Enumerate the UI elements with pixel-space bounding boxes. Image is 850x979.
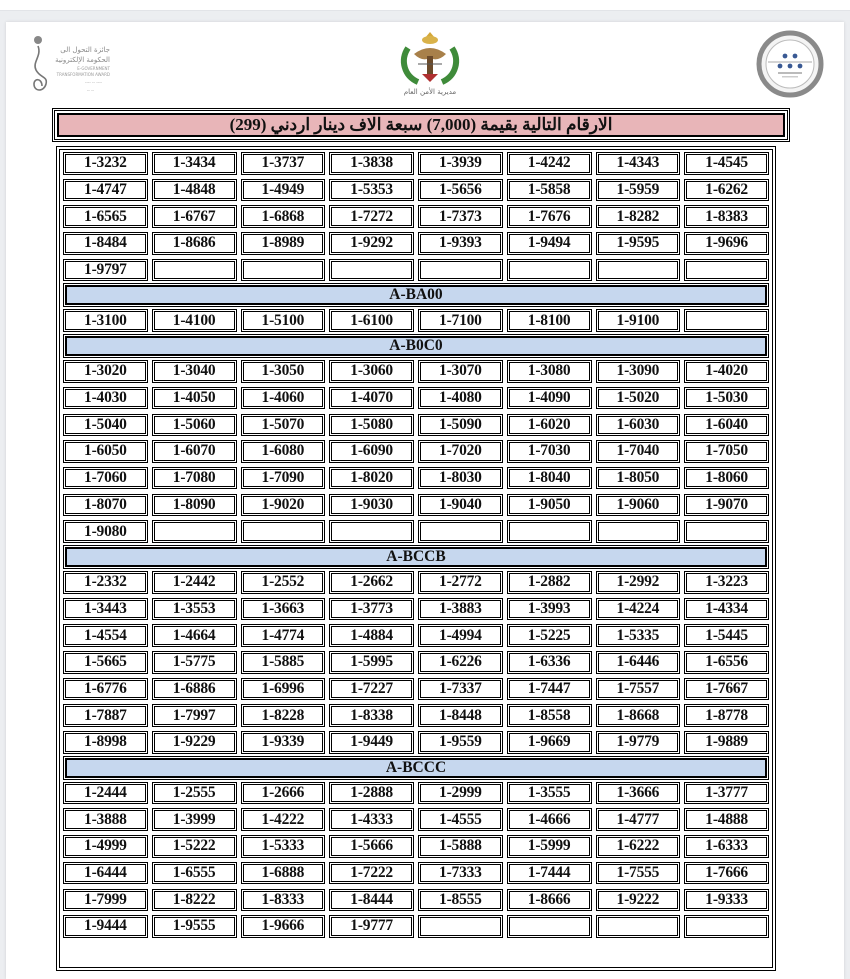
number-cell: 1-4777 bbox=[596, 808, 681, 831]
number-cell: 1-3555 bbox=[507, 782, 592, 805]
table-row bbox=[63, 232, 769, 255]
number-cell: 1-4949 bbox=[241, 179, 326, 202]
number-cell: 1-5888 bbox=[418, 835, 503, 858]
number-cell: 1-3223 bbox=[684, 571, 769, 594]
number-cell: 1-6556 bbox=[684, 651, 769, 674]
number-cell: 1-7337 bbox=[418, 678, 503, 701]
empty-cell bbox=[684, 520, 769, 543]
empty-cell bbox=[329, 520, 414, 543]
number-cell: 1-7373 bbox=[418, 205, 503, 228]
number-cell: 1-7887 bbox=[63, 704, 148, 727]
number-cell: 1-6446 bbox=[596, 651, 681, 674]
number-cell: 1-3888 bbox=[63, 808, 148, 831]
number-cell: 1-5656 bbox=[418, 179, 503, 202]
number-cell: 1-6030 bbox=[596, 414, 681, 437]
number-cell: 1-9669 bbox=[507, 731, 592, 754]
empty-cell bbox=[596, 915, 681, 938]
number-cell: 1-6040 bbox=[684, 414, 769, 437]
table-row bbox=[63, 309, 769, 332]
empty-cell bbox=[241, 520, 326, 543]
table-row bbox=[63, 835, 769, 858]
number-cell: 1-4224 bbox=[596, 598, 681, 621]
empty-cell bbox=[507, 915, 592, 938]
number-cell: 1-5222 bbox=[152, 835, 237, 858]
table-row bbox=[63, 915, 769, 938]
number-cell: 1-6996 bbox=[241, 678, 326, 701]
number-cell: 1-3434 bbox=[152, 152, 237, 175]
number-cell: 1-4030 bbox=[63, 387, 148, 410]
number-cell: 1-4334 bbox=[684, 598, 769, 621]
number-cell: 1-4050 bbox=[152, 387, 237, 410]
number-cell: 1-6050 bbox=[63, 440, 148, 463]
svg-text:جائزة التحول الى: جائزة التحول الى bbox=[60, 46, 110, 54]
table-row bbox=[63, 179, 769, 202]
number-cell: 1-4080 bbox=[418, 387, 503, 410]
number-cell: 1-4242 bbox=[507, 152, 592, 175]
number-cell: 1-2882 bbox=[507, 571, 592, 594]
number-cell: 1-9339 bbox=[241, 731, 326, 754]
table-row bbox=[63, 360, 769, 383]
number-cell: 1-5959 bbox=[596, 179, 681, 202]
number-cell: 1-8020 bbox=[329, 467, 414, 490]
number-cell: 1-4100 bbox=[152, 309, 237, 332]
number-cell: 1-6262 bbox=[684, 179, 769, 202]
number-cell: 1-3999 bbox=[152, 808, 237, 831]
number-cell: 1-6226 bbox=[418, 651, 503, 674]
number-cell: 1-7447 bbox=[507, 678, 592, 701]
table-row bbox=[63, 414, 769, 437]
number-cell: 1-4884 bbox=[329, 624, 414, 647]
table-row bbox=[63, 152, 769, 175]
number-cell: 1-9080 bbox=[63, 520, 148, 543]
number-cell: 1-5100 bbox=[241, 309, 326, 332]
number-cell: 1-8222 bbox=[152, 889, 237, 912]
number-cell: 1-8282 bbox=[596, 205, 681, 228]
number-cell: 1-8484 bbox=[63, 232, 148, 255]
table-row bbox=[63, 520, 769, 543]
table-row bbox=[63, 651, 769, 674]
table-row bbox=[63, 440, 769, 463]
number-cell: 1-9222 bbox=[596, 889, 681, 912]
table-row bbox=[63, 678, 769, 701]
title-banner bbox=[52, 108, 790, 142]
number-cell: 1-9100 bbox=[596, 309, 681, 332]
number-cell: 1-3737 bbox=[241, 152, 326, 175]
number-cell: 1-7050 bbox=[684, 440, 769, 463]
numbers-table bbox=[56, 146, 776, 971]
table-row bbox=[63, 571, 769, 594]
number-cell: 1-8668 bbox=[596, 704, 681, 727]
svg-text:الحكومة الإلكترونية: الحكومة الإلكترونية bbox=[55, 56, 110, 64]
number-cell: 1-2444 bbox=[63, 782, 148, 805]
number-cell: 1-7333 bbox=[418, 862, 503, 885]
number-cell: 1-7030 bbox=[507, 440, 592, 463]
number-cell: 1-8100 bbox=[507, 309, 592, 332]
number-cell: 1-8338 bbox=[329, 704, 414, 727]
table-row bbox=[63, 494, 769, 517]
table-row bbox=[63, 808, 769, 831]
number-cell: 1-5080 bbox=[329, 414, 414, 437]
number-cell: 1-4888 bbox=[684, 808, 769, 831]
empty-cell bbox=[684, 309, 769, 332]
number-cell: 1-3663 bbox=[241, 598, 326, 621]
number-cell: 1-4994 bbox=[418, 624, 503, 647]
number-cell: 1-8070 bbox=[63, 494, 148, 517]
number-cell: 1-9333 bbox=[684, 889, 769, 912]
number-cell: 1-8448 bbox=[418, 704, 503, 727]
number-cell: 1-8558 bbox=[507, 704, 592, 727]
number-cell: 1-6020 bbox=[507, 414, 592, 437]
number-cell: 1-2888 bbox=[329, 782, 414, 805]
svg-text:---- -- ----: ---- -- ---- bbox=[85, 80, 102, 85]
number-cell: 1-8666 bbox=[507, 889, 592, 912]
number-cell: 1-4554 bbox=[63, 624, 148, 647]
table-row bbox=[63, 731, 769, 754]
number-cell: 1-3060 bbox=[329, 360, 414, 383]
number-cell: 1-4090 bbox=[507, 387, 592, 410]
table-row bbox=[63, 387, 769, 410]
number-cell: 1-3939 bbox=[418, 152, 503, 175]
number-cell: 1-6886 bbox=[152, 678, 237, 701]
number-cell: 1-4343 bbox=[596, 152, 681, 175]
number-cell: 1-4774 bbox=[241, 624, 326, 647]
number-cell: 1-3090 bbox=[596, 360, 681, 383]
number-cell: 1-6070 bbox=[152, 440, 237, 463]
number-cell: 1-5335 bbox=[596, 624, 681, 647]
table-row bbox=[63, 205, 769, 228]
number-cell: 1-2555 bbox=[152, 782, 237, 805]
number-cell: 1-9779 bbox=[596, 731, 681, 754]
public-security-emblem bbox=[394, 28, 466, 98]
number-cell: 1-7555 bbox=[596, 862, 681, 885]
number-cell: 1-9393 bbox=[418, 232, 503, 255]
number-cell: 1-3080 bbox=[507, 360, 592, 383]
number-cell: 1-9292 bbox=[329, 232, 414, 255]
empty-cell bbox=[596, 520, 681, 543]
number-cell: 1-5020 bbox=[596, 387, 681, 410]
empty-cell bbox=[684, 259, 769, 282]
number-cell: 1-7020 bbox=[418, 440, 503, 463]
number-cell: 1-5090 bbox=[418, 414, 503, 437]
number-cell: 1-7999 bbox=[63, 889, 148, 912]
number-cell: 1-6333 bbox=[684, 835, 769, 858]
number-cell: 1-3040 bbox=[152, 360, 237, 383]
egov-award-logo bbox=[28, 32, 118, 102]
number-cell: 1-7222 bbox=[329, 862, 414, 885]
number-cell: 1-2666 bbox=[241, 782, 326, 805]
number-cell: 1-6565 bbox=[63, 205, 148, 228]
section-header: A-BA00 bbox=[65, 285, 767, 305]
number-cell: 1-3020 bbox=[63, 360, 148, 383]
number-cell: 1-9494 bbox=[507, 232, 592, 255]
number-cell: 1-8778 bbox=[684, 704, 769, 727]
number-cell: 1-8060 bbox=[684, 467, 769, 490]
number-cell: 1-5030 bbox=[684, 387, 769, 410]
number-cell: 1-3070 bbox=[418, 360, 503, 383]
table-row bbox=[63, 598, 769, 621]
number-cell: 1-9030 bbox=[329, 494, 414, 517]
number-cell: 1-4222 bbox=[241, 808, 326, 831]
number-cell: 1-6767 bbox=[152, 205, 237, 228]
empty-cell bbox=[152, 259, 237, 282]
number-cell: 1-6888 bbox=[241, 862, 326, 885]
number-cell: 1-9555 bbox=[152, 915, 237, 938]
document-title: الارقام التالية بقيمة (7,000) سبعة الاف دينار اردني (299) bbox=[57, 113, 785, 137]
number-cell: 1-5665 bbox=[63, 651, 148, 674]
table-row bbox=[63, 782, 769, 805]
number-cell: 1-7676 bbox=[507, 205, 592, 228]
number-cell: 1-6444 bbox=[63, 862, 148, 885]
number-cell: 1-8030 bbox=[418, 467, 503, 490]
number-cell: 1-8383 bbox=[684, 205, 769, 228]
empty-cell bbox=[418, 520, 503, 543]
number-cell: 1-3553 bbox=[152, 598, 237, 621]
number-cell: 1-8686 bbox=[152, 232, 237, 255]
number-cell: 1-3666 bbox=[596, 782, 681, 805]
number-cell: 1-4020 bbox=[684, 360, 769, 383]
number-cell: 1-7272 bbox=[329, 205, 414, 228]
svg-text:مديرية الأمن العام: مديرية الأمن العام bbox=[403, 88, 457, 96]
number-cell: 1-3993 bbox=[507, 598, 592, 621]
empty-cell bbox=[684, 915, 769, 938]
number-cell: 1-6080 bbox=[241, 440, 326, 463]
svg-text:E-GOVERNMENT: E-GOVERNMENT bbox=[77, 66, 110, 71]
table-row bbox=[63, 889, 769, 912]
number-cell: 1-3100 bbox=[63, 309, 148, 332]
number-cell: 1-8444 bbox=[329, 889, 414, 912]
empty-cell bbox=[241, 259, 326, 282]
number-cell: 1-9797 bbox=[63, 259, 148, 282]
number-cell: 1-5999 bbox=[507, 835, 592, 858]
table-row bbox=[63, 862, 769, 885]
number-cell: 1-9040 bbox=[418, 494, 503, 517]
number-cell: 1-3883 bbox=[418, 598, 503, 621]
empty-cell bbox=[507, 259, 592, 282]
empty-cell bbox=[418, 915, 503, 938]
number-cell: 1-9777 bbox=[329, 915, 414, 938]
number-cell: 1-6555 bbox=[152, 862, 237, 885]
circular-seal-logo bbox=[756, 30, 824, 98]
number-cell: 1-9889 bbox=[684, 731, 769, 754]
number-cell: 1-5333 bbox=[241, 835, 326, 858]
section-header: A-B0C0 bbox=[65, 336, 767, 356]
number-cell: 1-3232 bbox=[63, 152, 148, 175]
number-cell: 1-9449 bbox=[329, 731, 414, 754]
number-cell: 1-4545 bbox=[684, 152, 769, 175]
document-page bbox=[6, 22, 844, 979]
number-cell: 1-9666 bbox=[241, 915, 326, 938]
number-cell: 1-8050 bbox=[596, 467, 681, 490]
empty-cell bbox=[507, 520, 592, 543]
number-cell: 1-5040 bbox=[63, 414, 148, 437]
number-cell: 1-9559 bbox=[418, 731, 503, 754]
number-cell: 1-4664 bbox=[152, 624, 237, 647]
number-cell: 1-2992 bbox=[596, 571, 681, 594]
empty-cell bbox=[418, 259, 503, 282]
number-cell: 1-8998 bbox=[63, 731, 148, 754]
number-cell: 1-8555 bbox=[418, 889, 503, 912]
number-cell: 1-2999 bbox=[418, 782, 503, 805]
number-cell: 1-2332 bbox=[63, 571, 148, 594]
number-cell: 1-8989 bbox=[241, 232, 326, 255]
number-cell: 1-6336 bbox=[507, 651, 592, 674]
viewer-top-bar bbox=[0, 0, 850, 11]
number-cell: 1-2442 bbox=[152, 571, 237, 594]
number-cell: 1-9229 bbox=[152, 731, 237, 754]
number-cell: 1-4060 bbox=[241, 387, 326, 410]
number-cell: 1-5070 bbox=[241, 414, 326, 437]
number-cell: 1-8040 bbox=[507, 467, 592, 490]
number-cell: 1-3443 bbox=[63, 598, 148, 621]
table-row bbox=[63, 624, 769, 647]
number-cell: 1-6222 bbox=[596, 835, 681, 858]
number-cell: 1-7557 bbox=[596, 678, 681, 701]
number-cell: 1-5666 bbox=[329, 835, 414, 858]
number-cell: 1-4999 bbox=[63, 835, 148, 858]
table-row bbox=[63, 259, 769, 282]
number-cell: 1-8090 bbox=[152, 494, 237, 517]
number-cell: 1-9595 bbox=[596, 232, 681, 255]
number-cell: 1-9060 bbox=[596, 494, 681, 517]
number-cell: 1-9444 bbox=[63, 915, 148, 938]
number-cell: 1-7090 bbox=[241, 467, 326, 490]
number-cell: 1-7667 bbox=[684, 678, 769, 701]
number-cell: 1-3050 bbox=[241, 360, 326, 383]
number-cell: 1-7444 bbox=[507, 862, 592, 885]
number-cell: 1-5353 bbox=[329, 179, 414, 202]
number-cell: 1-7997 bbox=[152, 704, 237, 727]
table-row bbox=[63, 704, 769, 727]
empty-cell bbox=[329, 259, 414, 282]
number-cell: 1-3777 bbox=[684, 782, 769, 805]
number-cell: 1-5858 bbox=[507, 179, 592, 202]
number-cell: 1-9020 bbox=[241, 494, 326, 517]
number-cell: 1-5885 bbox=[241, 651, 326, 674]
number-cell: 1-9696 bbox=[684, 232, 769, 255]
number-cell: 1-5775 bbox=[152, 651, 237, 674]
number-cell: 1-7080 bbox=[152, 467, 237, 490]
number-cell: 1-4333 bbox=[329, 808, 414, 831]
number-cell: 1-8228 bbox=[241, 704, 326, 727]
number-cell: 1-4747 bbox=[63, 179, 148, 202]
number-cell: 1-7227 bbox=[329, 678, 414, 701]
svg-text:-- --: -- -- bbox=[86, 88, 94, 93]
number-cell: 1-2662 bbox=[329, 571, 414, 594]
number-cell: 1-9070 bbox=[684, 494, 769, 517]
number-cell: 1-5445 bbox=[684, 624, 769, 647]
empty-cell bbox=[152, 520, 237, 543]
svg-text:TRANSFORMATION AWARD: TRANSFORMATION AWARD bbox=[56, 72, 110, 77]
number-cell: 1-7060 bbox=[63, 467, 148, 490]
section-header: A-BCCC bbox=[65, 758, 767, 778]
number-cell: 1-5995 bbox=[329, 651, 414, 674]
number-cell: 1-4070 bbox=[329, 387, 414, 410]
number-cell: 1-4555 bbox=[418, 808, 503, 831]
section-header: A-BCCB bbox=[65, 547, 767, 567]
number-cell: 1-6100 bbox=[329, 309, 414, 332]
number-cell: 1-5060 bbox=[152, 414, 237, 437]
empty-cell bbox=[596, 259, 681, 282]
number-cell: 1-7100 bbox=[418, 309, 503, 332]
number-cell: 1-8333 bbox=[241, 889, 326, 912]
number-cell: 1-4666 bbox=[507, 808, 592, 831]
number-cell: 1-7666 bbox=[684, 862, 769, 885]
number-cell: 1-4848 bbox=[152, 179, 237, 202]
table-row bbox=[63, 467, 769, 490]
number-cell: 1-3773 bbox=[329, 598, 414, 621]
number-cell: 1-7040 bbox=[596, 440, 681, 463]
number-cell: 1-6090 bbox=[329, 440, 414, 463]
number-cell: 1-9050 bbox=[507, 494, 592, 517]
number-cell: 1-2772 bbox=[418, 571, 503, 594]
number-cell: 1-2552 bbox=[241, 571, 326, 594]
number-cell: 1-5225 bbox=[507, 624, 592, 647]
number-cell: 1-6776 bbox=[63, 678, 148, 701]
number-cell: 1-6868 bbox=[241, 205, 326, 228]
number-cell: 1-3838 bbox=[329, 152, 414, 175]
